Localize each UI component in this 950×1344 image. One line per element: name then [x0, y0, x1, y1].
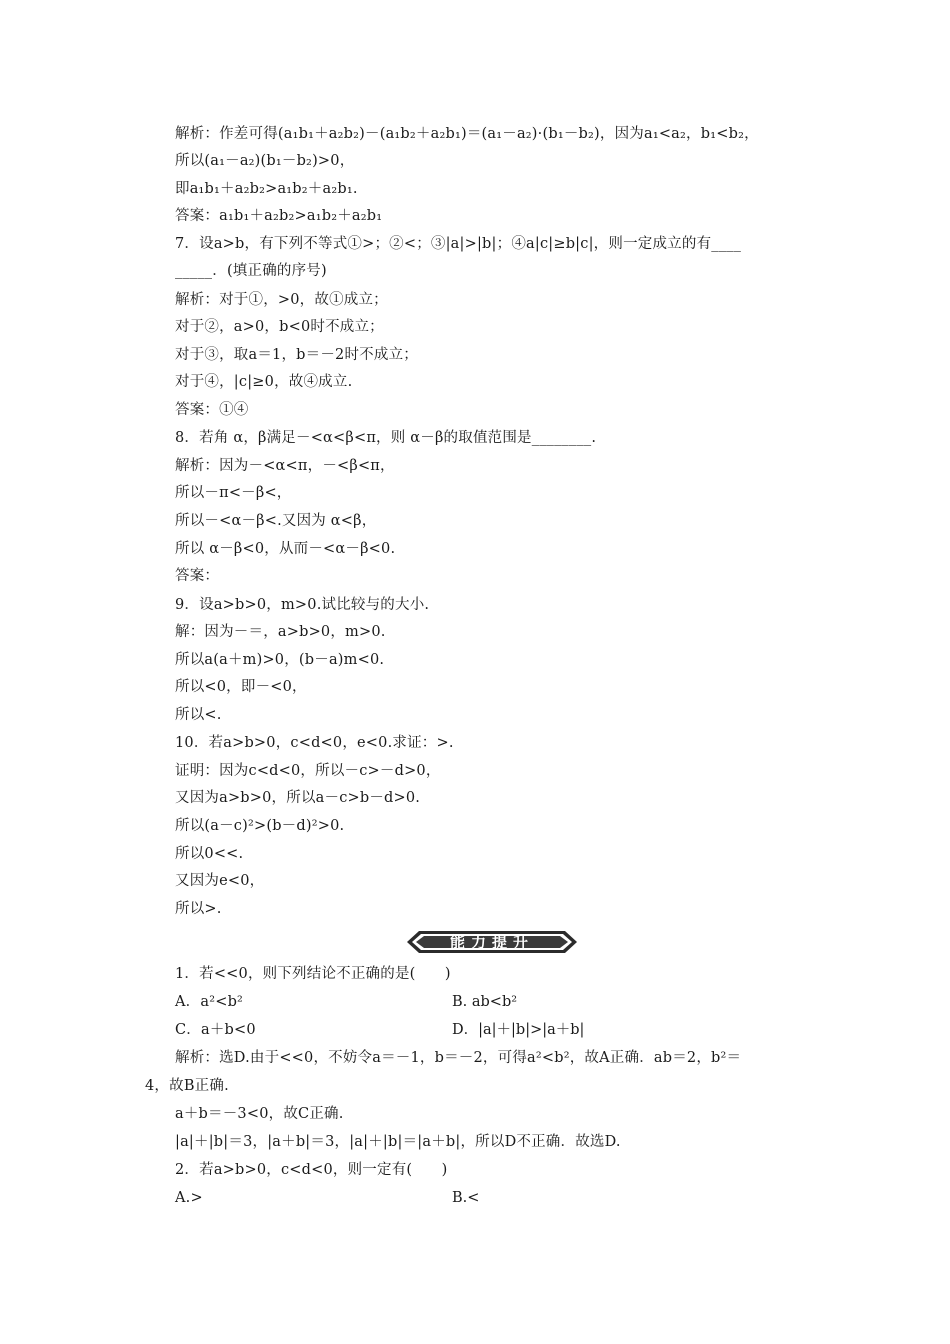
- text-line: 所以>.: [175, 901, 222, 917]
- option-c: C．a＋b<0: [175, 1022, 256, 1038]
- text-line: 所以(a₁－a₂)(b₁－b₂)>0，: [175, 153, 355, 169]
- text-line: 所以(a－c)²>(b－d)²>0.: [175, 818, 345, 834]
- text-line: 即a₁b₁＋a₂b₂>a₁b₂＋a₂b₁.: [175, 181, 358, 197]
- question-1: 1．若<<0，则下列结论不正确的是( ): [175, 966, 451, 982]
- text-line: 解析：作差可得(a₁b₁＋a₂b₂)－(a₁b₂＋a₂b₁)＝(a₁－a₂)·(b₁－b₂)，因为a₁<a₂，b₁<b₂，: [175, 126, 759, 142]
- section-banner: [407, 930, 577, 954]
- question-2: 2．若a>b>0，c<d<0，则一定有( ): [175, 1162, 448, 1178]
- option-d: D．|a|＋|b|>|a＋b|: [452, 1022, 585, 1038]
- text-line: 对于③，取a＝1，b＝－2时不成立；: [175, 347, 418, 363]
- text-line: 所以a(a＋m)>0，(b－a)m<0.: [175, 652, 385, 668]
- question-7: 7．设a>b，有下列不等式①>；②<；③|a|>|b|；④a|c|≥b|c|，则一定成立的有____: [175, 236, 742, 252]
- text-line: 解析：因为－<α<π，－<β<π，: [175, 458, 395, 474]
- text-line: 解：因为－＝，a>b>0，m>0.: [175, 624, 386, 640]
- text-line: 所以0<<.: [175, 846, 244, 862]
- option-a: A．a²<b²: [175, 994, 244, 1010]
- banner-title: 能力提升: [449, 933, 534, 951]
- answer-line: 答案：a₁b₁＋a₂b₂>a₁b₂＋a₂b₁: [175, 208, 383, 224]
- option-a: A.>: [175, 1190, 203, 1206]
- text-line: 证明：因为c<d<0，所以－c>－d>0，: [175, 763, 441, 779]
- solution-line: 解析：选D.由于<<0，不妨令a＝－1，b＝－2，可得a²<b²，故A正确．ab＝2，b²＝: [175, 1050, 742, 1066]
- solution-line: |a|＋|b|＝3，|a＋b|＝3，|a|＋|b|＝|a＋b|，所以D不正确．故选D.: [175, 1134, 621, 1150]
- question-8: 8．若角 α，β满足－<α<β<π，则 α－β的取值范围是________.: [175, 430, 597, 446]
- text-line: 所以－<α－β<.又因为 α<β，: [175, 513, 377, 529]
- text-line: 所以<.: [175, 707, 222, 723]
- answer-line: 答案：①④: [175, 402, 249, 418]
- solution-line: 4，故B正确.: [145, 1078, 229, 1094]
- text-line: 又因为e<0，: [175, 873, 265, 889]
- option-b: B. ab<b²: [452, 994, 518, 1010]
- text-line: 所以<0，即－<0，: [175, 679, 307, 695]
- text-line: 所以－π<－β<，: [175, 485, 292, 501]
- text-line: 解析：对于①，>0，故①成立；: [175, 292, 388, 308]
- solution-line: a＋b＝－3<0，故C正确.: [175, 1106, 344, 1122]
- text-line: 对于②，a>0，b<0时不成立；: [175, 319, 384, 335]
- option-b: B.<: [452, 1190, 480, 1206]
- question-10: 10．若a>b>0，c<d<0，e<0.求证：>.: [175, 735, 454, 751]
- text-line: 所以 α－β<0，从而－<α－β<0.: [175, 541, 396, 557]
- text-line: 对于④，|c|≥0，故④成立.: [175, 374, 353, 390]
- answer-line: 答案：: [175, 568, 220, 584]
- text-line: 又因为a>b>0，所以a－c>b－d>0.: [175, 790, 421, 806]
- question-9: 9．设a>b>0，m>0.试比较与的大小.: [175, 597, 430, 613]
- question-7-cont: _____．(填正确的序号): [175, 263, 327, 279]
